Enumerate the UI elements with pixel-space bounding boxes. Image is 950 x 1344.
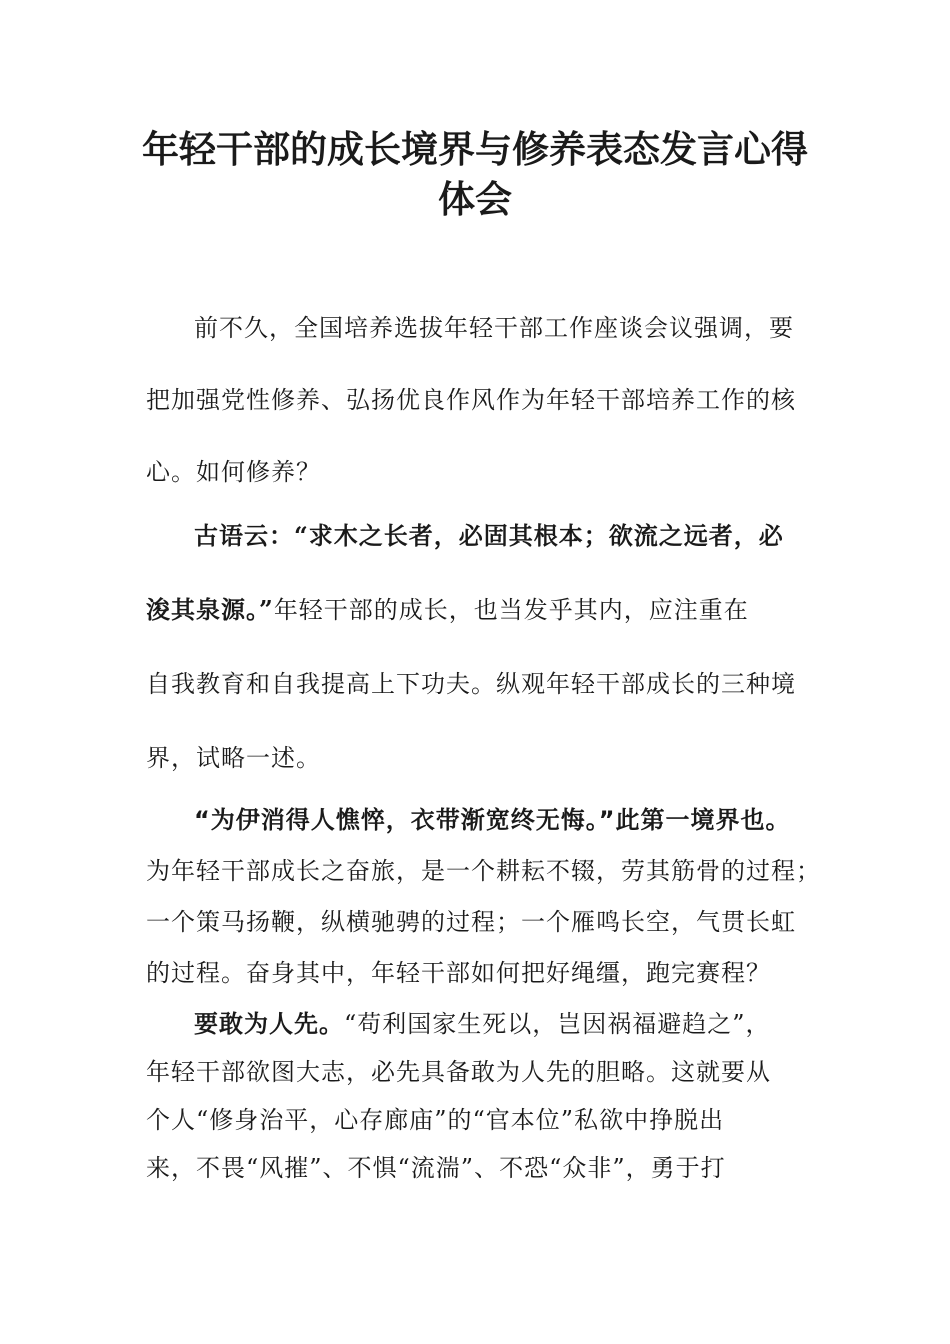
document-title-line-1: 年轻干部的成长境界与修养表态发言心得 (142, 127, 808, 171)
paragraph-4-line-1 (194, 1008, 771, 1040)
paragraph-4-line-3: 个人“修身治平，心存廊庙”的“官本位”私欲中挣脱出 (146, 1106, 725, 1134)
paragraph-1-line-3: 心。如何修养？ (146, 458, 321, 486)
paragraph-2-quote-end: 浚其泉源。” (146, 595, 274, 624)
paragraph-3-line-1: “为伊消得人憔悴，衣带渐宽终无悔。”此第一境界也。 (194, 806, 791, 834)
document-title-line-2: 体会 (438, 177, 512, 221)
paragraph-2-line-4: 界，试略一述。 (146, 744, 321, 772)
paragraph-2-line-2-text: 年轻干部的成长，也当发乎其内，应注重在 (273, 596, 749, 624)
paragraph-1-line-2: 把加强党性修养、弘扬优良作风作为年轻干部培养工作的核 (146, 386, 796, 414)
paragraph-3-line-4: 的过程。奋身其中，年轻干部如何把好绳缰，跑完赛程？ (146, 959, 771, 987)
paragraph-2-line-2 (146, 594, 749, 626)
paragraph-4-line-4: 来，不畏“风摧”、不惧“流湍”、不恐“众非”，勇于打 (146, 1154, 726, 1182)
paragraph-1-line-1: 前不久，全国培养选拔年轻干部工作座谈会议强调，要 (194, 314, 794, 342)
paragraph-2-line-1: 古语云：“求木之长者，必固其根本；欲流之远者，必 (194, 521, 784, 550)
paragraph-4-line-2: 年轻干部欲图大志，必先具备敢为人先的胆略。这就要从 (146, 1058, 771, 1086)
paragraph-2-line-3: 自我教育和自我提高上下功夫。纵观年轻干部成长的三种境 (146, 670, 796, 698)
paragraph-3-line-2: 为年轻干部成长之奋旅，是一个耕耘不辍，劳其筋骨的过程； (146, 857, 821, 885)
paragraph-4-line-1-text: “苟利国家生死以，岂因祸福避趋之”， (344, 1010, 771, 1038)
paragraph-4-heading: 要敢为人先。 (194, 1009, 344, 1038)
paragraph-3-line-3: 一个策马扬鞭，纵横驰骋的过程；一个雁鸣长空，气贯长虹 (146, 908, 796, 936)
